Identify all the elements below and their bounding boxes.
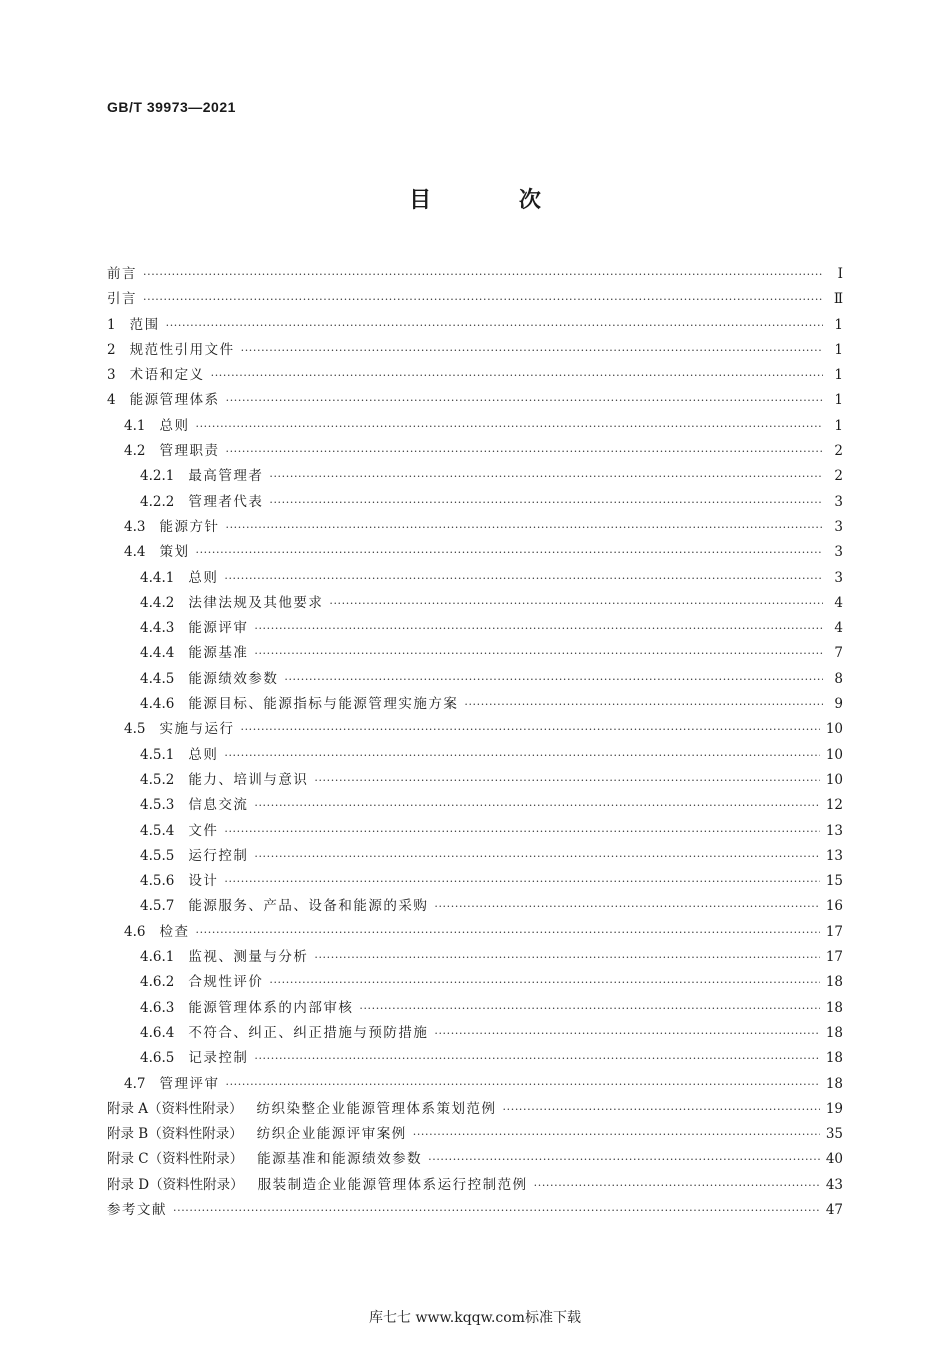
dot-leader	[269, 464, 823, 489]
toc-entry[interactable]	[107, 1122, 843, 1147]
toc-entry[interactable]	[107, 313, 843, 338]
toc-entry[interactable]	[107, 743, 843, 768]
toc-entry-label: 信息交流	[188, 797, 249, 814]
toc-entry-number: 4.6.3	[140, 999, 175, 1016]
dot-leader	[225, 515, 823, 540]
toc-entry-page: 4	[834, 620, 843, 637]
dot-leader	[534, 1173, 820, 1198]
table-of-contents	[107, 262, 843, 1223]
toc-entry-label: 总则	[188, 569, 219, 586]
toc-entry-page: 3	[834, 569, 843, 586]
toc-entry[interactable]	[107, 566, 843, 591]
dot-leader	[254, 844, 819, 869]
toc-entry[interactable]	[107, 819, 843, 844]
toc-entry[interactable]	[107, 363, 843, 388]
toc-entry[interactable]	[107, 667, 843, 692]
toc-entry[interactable]	[107, 1046, 843, 1071]
toc-entry-number: 4.3	[124, 518, 146, 535]
toc-entry-label: 能源服务、产品、设备和能源的采购	[188, 898, 429, 915]
toc-entry[interactable]	[107, 717, 843, 742]
toc-entry-label: 不符合、纠正、纠正措施与预防措施	[188, 1024, 429, 1041]
toc-entry-number: 4.5.5	[140, 847, 175, 864]
dot-leader	[413, 1122, 820, 1147]
toc-entry[interactable]	[107, 869, 843, 894]
toc-entry-label: 实施与运行	[159, 721, 235, 738]
toc-entry[interactable]	[107, 1021, 843, 1046]
toc-entry-number: 4.6.4	[140, 1024, 175, 1041]
toc-entry-page: 9	[834, 696, 843, 713]
toc-entry-page: 1	[834, 417, 843, 434]
dot-leader	[269, 970, 819, 995]
dot-leader	[166, 313, 823, 338]
toc-entry-label: 总则	[159, 417, 190, 434]
dot-leader	[254, 1046, 819, 1071]
toc-entry-label: 术语和定义	[129, 367, 205, 384]
toc-entry-number: 4.5.1	[140, 746, 175, 763]
toc-entry-number: 4.4.1	[140, 569, 175, 586]
toc-entry-number: 4.6.2	[140, 974, 175, 991]
toc-entry-page: 3	[834, 544, 843, 561]
toc-entry-page: 2	[834, 468, 843, 485]
dot-leader	[143, 262, 823, 287]
toc-entry-label: 能源绩效参数	[188, 670, 279, 687]
toc-entry-page: 18	[825, 1050, 843, 1067]
toc-entry-label: 能源评审	[188, 620, 249, 637]
toc-entry[interactable]	[107, 1198, 843, 1223]
dot-leader	[314, 768, 819, 793]
toc-entry[interactable]	[107, 1097, 843, 1122]
toc-entry-page: 35	[825, 1126, 843, 1143]
dot-leader	[224, 869, 819, 894]
dot-leader	[195, 540, 823, 565]
toc-entry-label: 前言	[107, 266, 137, 282]
dot-leader	[195, 414, 823, 439]
toc-entry-page: 3	[834, 518, 843, 535]
toc-entry-number: 4.1	[124, 417, 146, 434]
toc-entry-label: 管理评审	[159, 1075, 220, 1092]
footer-watermark: 库七七 www.kqqw.com标准下载	[369, 1310, 581, 1326]
toc-entry-page: 47	[825, 1201, 843, 1218]
dot-leader	[284, 667, 823, 692]
toc-entry-number: 4.6.1	[140, 949, 175, 966]
toc-entry[interactable]	[107, 414, 843, 439]
toc-entry[interactable]	[107, 768, 843, 793]
dot-leader	[224, 819, 819, 844]
toc-entry-page: 2	[834, 443, 843, 460]
toc-entry-label: 纺织企业能源评审案例	[256, 1126, 407, 1143]
toc-entry-number: 附录 D（资料性附录）	[107, 1176, 244, 1193]
toc-entry[interactable]	[107, 338, 843, 363]
toc-entry-number: 4.6	[124, 923, 146, 940]
toc-entry-number: 4.4.4	[140, 645, 175, 662]
toc-entry-page: 10	[825, 771, 843, 788]
toc-entry[interactable]	[107, 540, 843, 565]
toc-entry[interactable]	[107, 616, 843, 641]
toc-entry[interactable]	[107, 1173, 843, 1198]
toc-entry[interactable]	[107, 945, 843, 970]
toc-entry-page: 8	[834, 670, 843, 687]
toc-entry-label: 最高管理者	[188, 468, 264, 485]
toc-entry[interactable]	[107, 894, 843, 919]
toc-entry-page: 13	[825, 847, 843, 864]
toc-entry[interactable]	[107, 388, 843, 413]
toc-entry[interactable]	[107, 970, 843, 995]
toc-entry-page: 40	[825, 1151, 843, 1168]
toc-entry-label: 合规性评价	[188, 974, 264, 991]
toc-entry-page: 10	[825, 721, 843, 738]
toc-entry-label: 管理职责	[159, 443, 220, 460]
toc-entry-label: 参考文献	[107, 1201, 167, 1218]
toc-entry-number: 1	[107, 316, 116, 333]
dot-leader	[359, 996, 819, 1021]
dot-leader	[464, 692, 823, 717]
toc-entry-label: 记录控制	[188, 1050, 249, 1067]
toc-entry-number: 4.2.2	[140, 493, 175, 510]
toc-entry-label: 设计	[188, 873, 219, 890]
toc-entry-number: 3	[107, 367, 116, 384]
toc-entry-page: 19	[825, 1100, 843, 1117]
toc-entry-label: 能源方针	[159, 518, 220, 535]
toc-entry-label: 运行控制	[188, 847, 249, 864]
toc-entry-label: 规范性引用文件	[129, 341, 235, 358]
toc-entry-number: 4	[107, 392, 116, 409]
toc-entry-label: 总则	[188, 746, 219, 763]
toc-entry-page: 1	[834, 392, 843, 409]
toc-entry-label: 文件	[188, 822, 219, 839]
toc-entry[interactable]	[107, 490, 843, 515]
dot-leader	[240, 717, 819, 742]
toc-entry-page: 1	[834, 341, 843, 358]
toc-entry[interactable]	[107, 920, 843, 945]
toc-entry-page: 12	[825, 797, 843, 814]
toc-entry-page: 13	[825, 822, 843, 839]
toc-entry-page: 17	[825, 949, 843, 966]
toc-entry-label: 能源管理体系	[129, 392, 220, 409]
toc-entry-label: 服装制造企业能源管理体系运行控制范例	[257, 1176, 528, 1193]
toc-entry-label: 管理者代表	[188, 493, 264, 510]
dot-leader	[434, 894, 819, 919]
toc-entry-label: 能力、培训与意识	[188, 771, 309, 788]
toc-entry-number: 附录 C（资料性附录）	[107, 1151, 244, 1168]
toc-entry[interactable]	[107, 591, 843, 616]
dot-leader	[226, 388, 823, 413]
toc-entry[interactable]	[107, 844, 843, 869]
dot-leader	[195, 920, 819, 945]
toc-entry[interactable]	[107, 287, 843, 312]
toc-entry[interactable]	[107, 464, 843, 489]
toc-entry-page: 3	[834, 493, 843, 510]
toc-entry-label: 法律法规及其他要求	[188, 594, 324, 611]
dot-leader	[224, 743, 819, 768]
toc-entry-page: 18	[825, 1075, 843, 1092]
toc-entry-page: 1	[834, 367, 843, 384]
toc-entry-page: 4	[834, 594, 843, 611]
toc-entry-number: 4.2	[124, 443, 146, 460]
toc-entry-page: Ⅰ	[837, 266, 843, 282]
dot-leader	[254, 641, 823, 666]
dot-leader	[225, 439, 823, 464]
toc-entry-number: 4.5.4	[140, 822, 175, 839]
toc-entry-number: 附录 B（资料性附录）	[107, 1126, 243, 1143]
toc-entry-page: 18	[825, 999, 843, 1016]
toc-entry-page: 7	[834, 645, 843, 662]
toc-entry-number: 4.4.6	[140, 696, 175, 713]
toc-entry-label: 检查	[159, 923, 190, 940]
dot-leader	[211, 363, 823, 388]
toc-entry-page: 43	[825, 1176, 843, 1193]
toc-entry-page: 18	[825, 974, 843, 991]
toc-entry-page: 15	[825, 873, 843, 890]
toc-entry-number: 4.5.6	[140, 873, 175, 890]
toc-entry-page: 17	[825, 923, 843, 940]
toc-entry[interactable]	[107, 515, 843, 540]
toc-entry[interactable]	[107, 692, 843, 717]
dot-leader	[225, 1072, 819, 1097]
toc-entry-number: 4.4.3	[140, 620, 175, 637]
toc-entry-page: 1	[834, 316, 843, 333]
toc-entry[interactable]	[107, 996, 843, 1021]
toc-entry-label: 引言	[107, 291, 137, 308]
dot-leader	[314, 945, 819, 970]
dot-leader	[503, 1097, 820, 1122]
dot-leader	[241, 338, 823, 363]
toc-entry-page: 10	[825, 746, 843, 763]
toc-entry-number: 4.4.5	[140, 670, 175, 687]
toc-entry-number: 4.6.5	[140, 1050, 175, 1067]
toc-entry[interactable]	[107, 641, 843, 666]
toc-entry-page: 18	[825, 1024, 843, 1041]
dot-leader	[254, 616, 823, 641]
toc-entry-number: 4.5	[124, 721, 146, 738]
toc-entry-number: 4.5.7	[140, 898, 175, 915]
toc-entry-number: 4.4.2	[140, 594, 175, 611]
dot-leader	[173, 1198, 820, 1223]
toc-entry[interactable]	[107, 262, 843, 287]
document-code: GB/T 39973—2021	[107, 99, 236, 115]
toc-entry-number: 4.5.2	[140, 771, 175, 788]
dot-leader	[434, 1021, 819, 1046]
toc-entry-label: 能源基准	[188, 645, 249, 662]
toc-entry-label: 纺织染整企业能源管理体系策划范例	[256, 1100, 497, 1117]
toc-entry-label: 能源目标、能源指标与能源管理实施方案	[188, 696, 459, 713]
toc-entry-number: 2	[107, 341, 116, 358]
dot-leader	[143, 287, 823, 312]
page-title: 目 次	[409, 188, 581, 213]
toc-entry-label: 范围	[129, 316, 160, 333]
toc-entry[interactable]	[107, 439, 843, 464]
toc-entry-number: 4.5.3	[140, 797, 175, 814]
toc-entry-label: 监视、测量与分析	[188, 949, 309, 966]
toc-entry-number: 附录 A（资料性附录）	[107, 1100, 243, 1117]
toc-entry-label: 能源管理体系的内部审核	[188, 999, 354, 1016]
toc-entry[interactable]	[107, 793, 843, 818]
dot-leader	[428, 1147, 820, 1172]
toc-entry-page: 16	[825, 898, 843, 915]
dot-leader	[254, 793, 819, 818]
toc-entry-label: 能源基准和能源绩效参数	[257, 1151, 423, 1168]
dot-leader	[269, 490, 823, 515]
toc-entry-page: Ⅱ	[833, 291, 843, 308]
toc-entry-number: 4.2.1	[140, 468, 175, 485]
dot-leader	[224, 566, 823, 591]
toc-entry-number: 4.4	[124, 544, 146, 561]
toc-entry-label: 策划	[159, 544, 190, 561]
toc-entry[interactable]	[107, 1147, 843, 1172]
dot-leader	[329, 591, 823, 616]
toc-entry[interactable]	[107, 1072, 843, 1097]
toc-entry-number: 4.7	[124, 1075, 146, 1092]
